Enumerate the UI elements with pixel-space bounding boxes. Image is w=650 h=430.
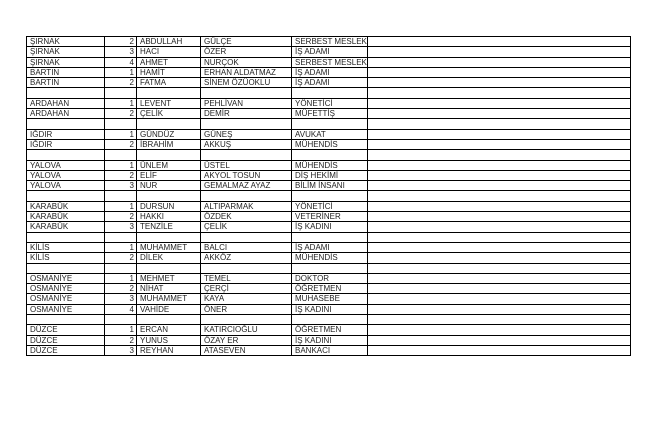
empty-cell: [368, 325, 631, 335]
empty-cell: [368, 304, 631, 314]
province-cell: [27, 263, 105, 273]
rank-cell: 2: [105, 78, 137, 88]
last-name-cell: GEMALMAZ AYAZ: [201, 181, 292, 191]
first-name-cell: [137, 191, 201, 201]
profession-cell: DOKTOR: [292, 273, 368, 283]
table-row: [27, 57, 631, 67]
first-name-cell: ELİF: [137, 170, 201, 180]
last-name-cell: [201, 263, 292, 273]
table-row: [27, 345, 631, 355]
rank-cell: 2: [105, 284, 137, 294]
first-name-cell: ABDULLAH: [137, 37, 201, 47]
profession-cell: MÜFETTİŞ: [292, 109, 368, 119]
table-row: [27, 325, 631, 335]
table-row: [27, 201, 631, 211]
last-name-cell: GÜNEŞ: [201, 129, 292, 139]
rank-cell: 2: [105, 37, 137, 47]
profession-cell: İŞ ADAMI: [292, 67, 368, 77]
province-cell: ŞIRNAK: [27, 47, 105, 57]
first-name-cell: DURSUN: [137, 201, 201, 211]
table-row: [27, 242, 631, 252]
table-row: [27, 181, 631, 191]
rank-cell: 3: [105, 47, 137, 57]
first-name-cell: [137, 263, 201, 273]
empty-cell: [368, 150, 631, 160]
first-name-cell: MUHAMMET: [137, 242, 201, 252]
province-cell: [27, 150, 105, 160]
candidate-table-sheet: [26, 36, 630, 356]
empty-cell: [368, 201, 631, 211]
province-cell: YALOVA: [27, 160, 105, 170]
last-name-cell: ÖNER: [201, 304, 292, 314]
province-cell: ŞIRNAK: [27, 57, 105, 67]
empty-cell: [368, 284, 631, 294]
table-row: [27, 88, 631, 98]
profession-cell: [292, 191, 368, 201]
last-name-cell: AKKUŞ: [201, 139, 292, 149]
first-name-cell: NUR: [137, 181, 201, 191]
table-row: [27, 37, 631, 47]
rank-cell: 1: [105, 242, 137, 252]
profession-cell: YÖNETİCİ: [292, 98, 368, 108]
empty-cell: [368, 160, 631, 170]
first-name-cell: NİHAT: [137, 284, 201, 294]
province-cell: DÜZCE: [27, 335, 105, 345]
last-name-cell: ERHAN ALDATMAZ: [201, 67, 292, 77]
table-row: [27, 273, 631, 283]
table-row: [27, 129, 631, 139]
rank-cell: [105, 150, 137, 160]
last-name-cell: ATASEVEN: [201, 345, 292, 355]
rank-cell: 1: [105, 98, 137, 108]
last-name-cell: AKYOL TOSUN: [201, 170, 292, 180]
last-name-cell: PEHLİVAN: [201, 98, 292, 108]
first-name-cell: REYHAN: [137, 345, 201, 355]
last-name-cell: [201, 315, 292, 325]
first-name-cell: HAKKI: [137, 212, 201, 222]
first-name-cell: DİLEK: [137, 253, 201, 263]
last-name-cell: ALTIPARMAK: [201, 201, 292, 211]
first-name-cell: ERCAN: [137, 325, 201, 335]
last-name-cell: AKKÖZ: [201, 253, 292, 263]
profession-cell: BANKACI: [292, 345, 368, 355]
province-cell: ARDAHAN: [27, 98, 105, 108]
first-name-cell: GÜNDÜZ: [137, 129, 201, 139]
rank-cell: 1: [105, 160, 137, 170]
first-name-cell: HAMİT: [137, 67, 201, 77]
province-cell: [27, 119, 105, 129]
empty-cell: [368, 170, 631, 180]
province-cell: [27, 315, 105, 325]
last-name-cell: NURÇOK: [201, 57, 292, 67]
table-row: [27, 304, 631, 314]
first-name-cell: [137, 315, 201, 325]
empty-cell: [368, 315, 631, 325]
empty-cell: [368, 98, 631, 108]
last-name-cell: DEMİR: [201, 109, 292, 119]
first-name-cell: YUNUS: [137, 335, 201, 345]
table-row: [27, 150, 631, 160]
table-row: [27, 67, 631, 77]
rank-cell: 3: [105, 294, 137, 304]
profession-cell: İŞ KADINI: [292, 222, 368, 232]
rank-cell: [105, 191, 137, 201]
last-name-cell: [201, 88, 292, 98]
empty-cell: [368, 345, 631, 355]
table-row: [27, 232, 631, 242]
province-cell: [27, 191, 105, 201]
province-cell: YALOVA: [27, 181, 105, 191]
profession-cell: İŞ KADINI: [292, 304, 368, 314]
candidate-table-body: [27, 37, 631, 356]
table-row: [27, 315, 631, 325]
profession-cell: MÜHENDİS: [292, 139, 368, 149]
empty-cell: [368, 119, 631, 129]
province-cell: OSMANİYE: [27, 273, 105, 283]
first-name-cell: TENZİLE: [137, 222, 201, 232]
province-cell: YALOVA: [27, 170, 105, 180]
province-cell: KİLİS: [27, 242, 105, 252]
table-row: [27, 294, 631, 304]
empty-cell: [368, 47, 631, 57]
last-name-cell: SİNEM ÖZÜOKLU: [201, 78, 292, 88]
last-name-cell: KAYA: [201, 294, 292, 304]
table-row: [27, 170, 631, 180]
empty-cell: [368, 67, 631, 77]
first-name-cell: ÇELİK: [137, 109, 201, 119]
first-name-cell: FATMA: [137, 78, 201, 88]
first-name-cell: İBRAHİM: [137, 139, 201, 149]
first-name-cell: MUHAMMET: [137, 294, 201, 304]
rank-cell: [105, 263, 137, 273]
rank-cell: 2: [105, 335, 137, 345]
rank-cell: 2: [105, 139, 137, 149]
last-name-cell: ÇERÇİ: [201, 284, 292, 294]
province-cell: KİLİS: [27, 253, 105, 263]
province-cell: KARABÜK: [27, 201, 105, 211]
table-row: [27, 284, 631, 294]
profession-cell: İŞ KADINI: [292, 335, 368, 345]
empty-cell: [368, 273, 631, 283]
province-cell: [27, 232, 105, 242]
profession-cell: VETERİNER: [292, 212, 368, 222]
rank-cell: 4: [105, 304, 137, 314]
empty-cell: [368, 294, 631, 304]
province-cell: DÜZCE: [27, 325, 105, 335]
rank-cell: 4: [105, 57, 137, 67]
first-name-cell: [137, 150, 201, 160]
province-cell: [27, 88, 105, 98]
last-name-cell: BALCI: [201, 242, 292, 252]
table-row: [27, 78, 631, 88]
empty-cell: [368, 88, 631, 98]
table-row: [27, 335, 631, 345]
profession-cell: [292, 119, 368, 129]
province-cell: KARABÜK: [27, 222, 105, 232]
table-row: [27, 222, 631, 232]
rank-cell: 1: [105, 273, 137, 283]
profession-cell: [292, 88, 368, 98]
last-name-cell: [201, 119, 292, 129]
province-cell: BARTIN: [27, 78, 105, 88]
table-row: [27, 119, 631, 129]
first-name-cell: [137, 119, 201, 129]
last-name-cell: [201, 150, 292, 160]
empty-cell: [368, 191, 631, 201]
profession-cell: BİLİM İNSANI: [292, 181, 368, 191]
rank-cell: 2: [105, 170, 137, 180]
empty-cell: [368, 222, 631, 232]
last-name-cell: ÇELİK: [201, 222, 292, 232]
rank-cell: [105, 232, 137, 242]
first-name-cell: [137, 88, 201, 98]
profession-cell: MUHASEBE: [292, 294, 368, 304]
province-cell: OSMANİYE: [27, 294, 105, 304]
last-name-cell: ÖZDEK: [201, 212, 292, 222]
profession-cell: ÖĞRETMEN: [292, 325, 368, 335]
profession-cell: İŞ ADAMI: [292, 78, 368, 88]
profession-cell: AVUKAT: [292, 129, 368, 139]
profession-cell: MÜHENDİS: [292, 253, 368, 263]
first-name-cell: MEHMET: [137, 273, 201, 283]
empty-cell: [368, 335, 631, 345]
last-name-cell: [201, 232, 292, 242]
last-name-cell: ÖZER: [201, 47, 292, 57]
profession-cell: SERBEST MESLEK: [292, 57, 368, 67]
province-cell: ARDAHAN: [27, 109, 105, 119]
last-name-cell: ÜSTEL: [201, 160, 292, 170]
empty-cell: [368, 242, 631, 252]
empty-cell: [368, 139, 631, 149]
rank-cell: 1: [105, 67, 137, 77]
last-name-cell: TEMEL: [201, 273, 292, 283]
first-name-cell: AHMET: [137, 57, 201, 67]
empty-cell: [368, 181, 631, 191]
last-name-cell: GÜLÇE: [201, 37, 292, 47]
profession-cell: MÜHENDİS: [292, 160, 368, 170]
province-cell: IĞDIR: [27, 139, 105, 149]
profession-cell: [292, 315, 368, 325]
empty-cell: [368, 78, 631, 88]
last-name-cell: [201, 191, 292, 201]
province-cell: OSMANİYE: [27, 304, 105, 314]
province-cell: OSMANİYE: [27, 284, 105, 294]
rank-cell: 2: [105, 109, 137, 119]
province-cell: ŞIRNAK: [27, 37, 105, 47]
profession-cell: İŞ ADAMI: [292, 47, 368, 57]
profession-cell: SERBEST MESLEK: [292, 37, 368, 47]
profession-cell: İŞ ADAMI: [292, 242, 368, 252]
profession-cell: YÖNETİCİ: [292, 201, 368, 211]
province-cell: DÜZCE: [27, 345, 105, 355]
profession-cell: [292, 232, 368, 242]
rank-cell: 3: [105, 345, 137, 355]
empty-cell: [368, 129, 631, 139]
empty-cell: [368, 57, 631, 67]
rank-cell: [105, 88, 137, 98]
rank-cell: 3: [105, 181, 137, 191]
first-name-cell: LEVENT: [137, 98, 201, 108]
table-row: [27, 109, 631, 119]
table-row: [27, 263, 631, 273]
profession-cell: [292, 150, 368, 160]
empty-cell: [368, 109, 631, 119]
rank-cell: 3: [105, 222, 137, 232]
empty-cell: [368, 212, 631, 222]
profession-cell: [292, 263, 368, 273]
first-name-cell: VAHİDE: [137, 304, 201, 314]
first-name-cell: ÜNLEM: [137, 160, 201, 170]
table-row: [27, 191, 631, 201]
rank-cell: [105, 315, 137, 325]
empty-cell: [368, 37, 631, 47]
empty-cell: [368, 263, 631, 273]
rank-cell: [105, 119, 137, 129]
table-row: [27, 139, 631, 149]
first-name-cell: [137, 232, 201, 242]
rank-cell: 1: [105, 201, 137, 211]
profession-cell: ÖĞRETMEN: [292, 284, 368, 294]
rank-cell: 1: [105, 129, 137, 139]
last-name-cell: KATIRCIOĞLU: [201, 325, 292, 335]
first-name-cell: HACI: [137, 47, 201, 57]
table-row: [27, 160, 631, 170]
table-row: [27, 47, 631, 57]
province-cell: KARABÜK: [27, 212, 105, 222]
province-cell: IĞDIR: [27, 129, 105, 139]
province-cell: BARTIN: [27, 67, 105, 77]
table-row: [27, 212, 631, 222]
empty-cell: [368, 232, 631, 242]
last-name-cell: ÖZAY ER: [201, 335, 292, 345]
candidate-table: [26, 36, 631, 356]
table-row: [27, 253, 631, 263]
rank-cell: 2: [105, 253, 137, 263]
rank-cell: 1: [105, 325, 137, 335]
rank-cell: 2: [105, 212, 137, 222]
empty-cell: [368, 253, 631, 263]
table-row: [27, 98, 631, 108]
profession-cell: DİŞ HEKİMİ: [292, 170, 368, 180]
